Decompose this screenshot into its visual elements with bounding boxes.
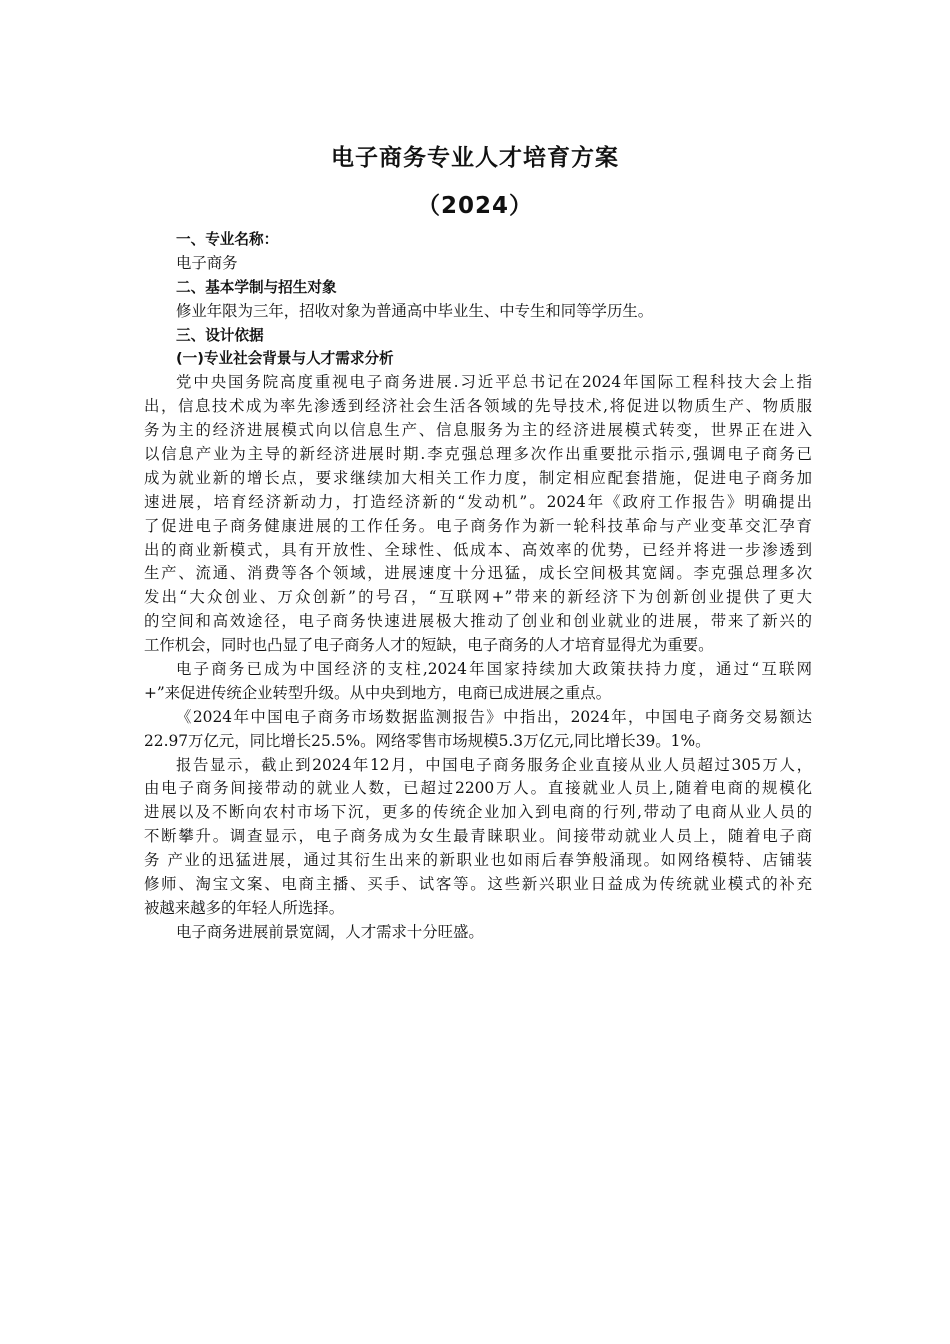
paragraph-line: 了促进电子商务健康进展的工作任务。电子商务作为新一轮科技革命与产业变革交汇孕育 [144, 516, 812, 535]
paragraph-line: 报告显示，截止到2024年12月，中国电子商务服务企业直接从业人员超过305万人， [176, 755, 812, 774]
paragraph-line: 以信息产业为主导的新经济进展时期.李克强总理多次作出重要批示指示,强调电子商务已 [144, 445, 812, 464]
document-body [144, 228, 812, 945]
section-heading: (一)专业社会背景与人才需求分析 [176, 350, 394, 368]
document-title: 电子商务专业人才培育方案 [331, 145, 619, 171]
paragraph-line: 进展以及不断向农村市场下沉，更多的传统企业加入到电商的行列,带动了电商从业人员的 [144, 803, 812, 822]
paragraph-line: 党中央国务院高度重视电子商务进展.习近平总书记在2024年国际工程科技大会上指 [176, 373, 812, 392]
paragraph-line: 电子商务进展前景宽阔，人才需求十分旺盛。 [176, 922, 484, 941]
paragraph-line: 发出“大众创业、万众创新”的号召，“互联网+”带来的新经济下为创新创业提供了更大 [144, 588, 812, 607]
paragraph-line: 速进展，培育经济新动力，打造经济新的“发动机”。2024年《政府工作报告》明确提出 [144, 492, 812, 511]
paragraph-line: 电子商务已成为中国经济的支柱,2024年国家持续加大政策扶持力度，通过“互联网 [176, 660, 812, 679]
paragraph-line: 《2024年中国电子商务市场数据监测报告》中指出，2024年，中国电子商务交易额达 [176, 707, 812, 726]
paragraph-line: 被越来越多的年轻人所选择。 [144, 898, 345, 917]
paragraph-line: 出，信息技术成为率先渗透到经济社会生活各领域的先导技术,将促进以物质生产、物质服 [144, 397, 812, 416]
paragraph-line: 务为主的经济进展模式向以信息生产、信息服务为主的经济进展模式转变，世界正在进入 [144, 421, 812, 440]
paragraph-line: 的空间和高效途径，电子商务快速进展极大推动了创业和创业就业的进展，带来了新兴的 [144, 612, 812, 631]
paragraph-line: 22.97万亿元，同比增长25.5%。网络零售市场规模5.3万亿元,同比增长39。1%。 [144, 731, 711, 750]
document-year: （2024） [416, 193, 533, 219]
paragraph-line: 修业年限为三年，招收对象为普通高中毕业生、中专生和同等学历生。 [176, 301, 654, 320]
paragraph-line: 不断攀升。调查显示，电子商务成为女生最青睐职业。间接带动就业人员上，随着电子商 [144, 827, 812, 846]
paragraph-line: 工作机会，同时也凸显了电子商务人才的短缺，电子商务的人才培育显得尤为重要。 [144, 636, 714, 655]
paragraph-line: 出的商业新模式，具有开放性、全球性、低成本、高效率的优势，已经并将进一步渗透到 [144, 540, 812, 559]
section-heading: 三、设计依据 [176, 326, 264, 344]
paragraph-line: 修师、淘宝文案、电商主播、买手、试客等。这些新兴职业日益成为传统就业模式的补充 [144, 875, 812, 894]
paragraph-line: 电子商务 [176, 253, 238, 272]
section-heading: 二、基本学制与招生对象 [176, 278, 337, 296]
paragraph-line: 成为就业新的增长点，要求继续加大相关工作力度，制定相应配套措施，促进电子商务加 [144, 468, 812, 487]
paragraph-line: 生产、流通、消费等各个领域，进展速度十分迅猛，成长空间极其宽阔。李克强总理多次 [144, 564, 812, 583]
paragraph-line: 由电子商务间接带动的就业人数，已超过2200万人。直接就业人员上,随着电商的规模化 [144, 779, 812, 798]
paragraph-line: 务 产业的迅猛进展，通过其衍生出来的新职业也如雨后春笋般涌现。如网络模特、店铺装 [144, 851, 812, 870]
section-heading: 一、专业名称： [176, 231, 279, 248]
paragraph-line: +”来促进传统企业转型升级。从中央到地方，电商已成进展之重点。 [144, 683, 612, 702]
